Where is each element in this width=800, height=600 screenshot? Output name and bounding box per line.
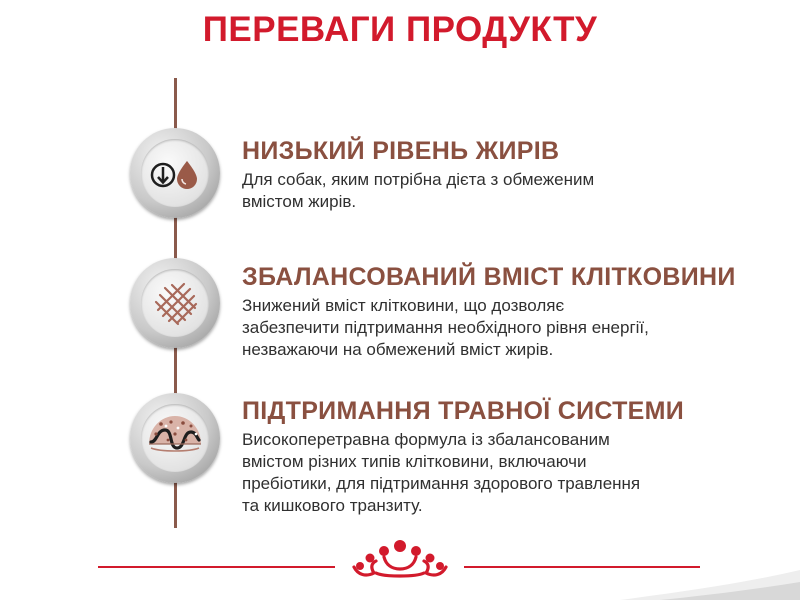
feature-description [242,169,762,213]
feature-heading: ЗБАЛАНСОВАНИЙ ВМІСТ КЛІТКОВИНИ [242,263,736,291]
description-line: Знижений вміст клітковини, що дозволяє [242,296,565,315]
page-title: ПЕРЕВАГИ ПРОДУКТУ [202,10,598,49]
footer-divider-left [98,566,335,568]
feature-low-fat [242,137,762,213]
description-line: незважаючи на обмежений вміст жирів. [242,340,554,359]
digestive-badge [130,393,220,483]
feature-heading: ПІДТРИМАННЯ ТРАВНОЇ СИСТЕМИ [242,397,685,425]
description-line: вмістом різних типів клітковини, включаючи [242,452,587,471]
description-line: забезпечити підтримання необхідного рівня енергії, [242,318,649,337]
feature-description [242,429,762,517]
intestine-probiotic-icon [141,404,209,472]
description-line: Для собак, яким потрібна дієта з обмеженим [242,170,595,189]
description-line: та кишкового транзиту. [242,496,423,515]
royal-canin-crown-icon [340,537,460,579]
description-line: пребіотики, для підтримання здорового травлення [242,474,641,493]
corner-decoration [620,560,800,600]
feature-fiber [242,263,762,361]
description-line: вмістом жирів. [242,192,357,211]
fiber-mesh-icon [141,269,209,337]
feature-digestive [242,397,762,517]
low-fat-badge [130,128,220,218]
description-line: Високоперетравна формула із збалансованим [242,430,610,449]
low-fat-drop-icon [141,139,209,207]
feature-description [242,295,762,361]
fiber-badge [130,258,220,348]
feature-heading: НИЗЬКИЙ РІВЕНЬ ЖИРІВ [242,137,560,165]
